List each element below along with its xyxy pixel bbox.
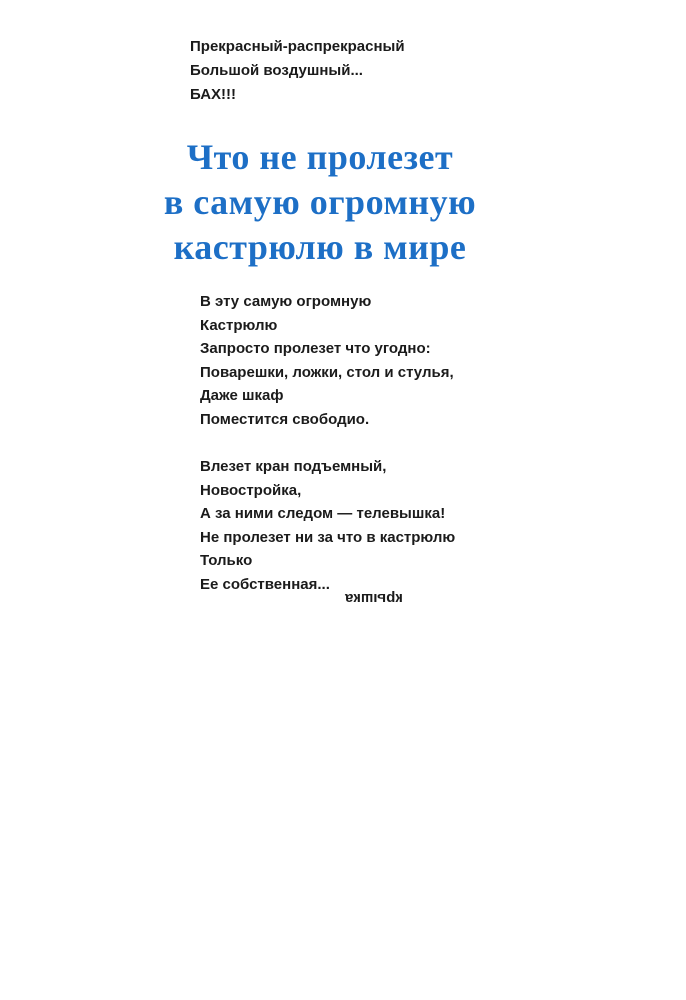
poem-line: Не пролезет ни за что в кастрюлю — [200, 528, 456, 546]
page-title — [120, 135, 520, 270]
poem-line: Поместится свободио. — [200, 410, 370, 428]
poem-line: А за ними следом — телевышка! — [200, 505, 446, 522]
title-line: в самую огромную — [163, 182, 477, 222]
poem-line: Поварешки, ложки, стол и стулья, — [200, 363, 454, 381]
poem-line: Кастрюлю — [200, 316, 278, 334]
poem-line: Влезет кран подъемный, — [200, 458, 387, 475]
title-line: Что не пролезет — [186, 137, 454, 177]
poem-line: Запросто пролезет что угодно: — [200, 340, 431, 357]
intro-line: Большой воздушный... — [190, 62, 363, 79]
poem-stanza-1 — [200, 290, 454, 431]
poem-stanza-2 — [200, 455, 455, 596]
poem-line: В эту самую огромную — [200, 293, 372, 310]
intro-line: Прекрасный-распрекрасный — [190, 38, 405, 55]
title-line: кастрюлю в мире — [173, 227, 467, 267]
poem-line: Ее собственная... — [200, 575, 330, 593]
intro-riddle-end — [190, 35, 405, 107]
poem-line: Даже шкаф — [200, 387, 284, 404]
poem-line: Только — [200, 552, 253, 569]
upside-down-answer: крышка — [345, 590, 403, 607]
intro-line: БАХ!!! — [190, 86, 237, 103]
poem-line: Новостройка, — [200, 481, 302, 499]
